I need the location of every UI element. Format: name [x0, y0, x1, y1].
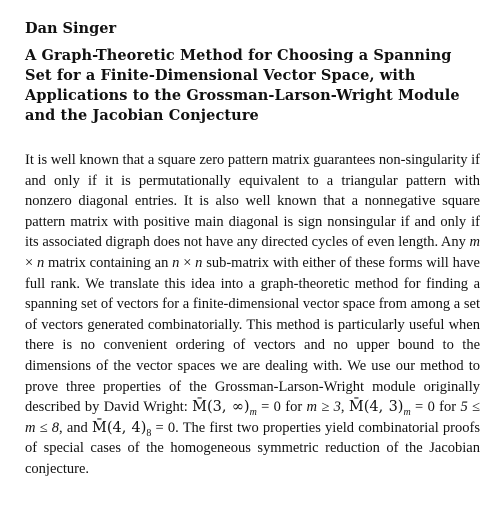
math-cond-1: m ≥ 3 [306, 399, 341, 416]
math-expr-2-tail: = 0 for [410, 399, 461, 416]
math-cond-2: 5 ≤ m ≤ 8 [25, 399, 480, 436]
abstract-part-1: It is well known that a square zero pattern matrix guarantees non-singularity if and only if it is permutationally equivalent to a triangular pattern with nonzero diagonal entries. It is also well known that a nonnegative square pattern matrix with positive main diagonal is sign nonsingular if and only if its associated digraph does not have any directed cycles of even length. Any [25, 152, 480, 251]
abstract-part-2: matrix containing an [44, 254, 173, 271]
math-n-2: n [172, 254, 180, 271]
math-m: m [469, 234, 481, 251]
math-n-3: n [195, 254, 203, 271]
math-sep-2: , and [59, 419, 92, 436]
paper-title: A Graph-Theoretic Method for Choosing a Spanning Set for a Finite-Dimensional Vector Space, with Applications to the Grossman-Larson-Wright Module and the Jacobian Conjecture [25, 47, 460, 124]
math-expr-1-tail: = 0 for [256, 399, 307, 416]
math-n: n [36, 254, 45, 271]
math-times-2: × [179, 254, 196, 271]
math-expr-2-sub: m [403, 407, 411, 419]
abstract-part-4: . The first two properties yield combinatorial proofs of special cases of the homogeneous symmetric reduction of the Jacobian conjecture. [25, 419, 480, 477]
abstract-text [25, 150, 480, 480]
math-expr-1: M̄(3, ∞) [192, 399, 250, 416]
author-name: Dan Singer [25, 20, 117, 37]
math-expr-3-tail: = 0 [151, 419, 176, 436]
paper-page [25, 20, 481, 477]
math-expr-3-sub: 8 [146, 427, 152, 439]
abstract [25, 150, 480, 480]
abstract-part-3: sub-matrix with either of these forms will have full rank. We translate this idea into a graph-theoretic method for finding a spanning set of vectors for a finite-dimensional vector space from among a set of vectors generated combinatorially. This method is particularly useful when there is no convenient ordering of vectors and no upper bound to the dimensions of the vector spaces we are dealing with. We use our method to prove three properties of the Grossman-Larson-Wright module originally described by David Wright: [25, 254, 480, 416]
math-expr-2: M̄(4, 3) [348, 399, 404, 416]
math-times: × [25, 254, 37, 271]
math-sep-1: , [340, 399, 349, 416]
math-expr-3: M̄(4, 4) [91, 419, 147, 436]
math-expr-1-sub: m [249, 407, 257, 419]
